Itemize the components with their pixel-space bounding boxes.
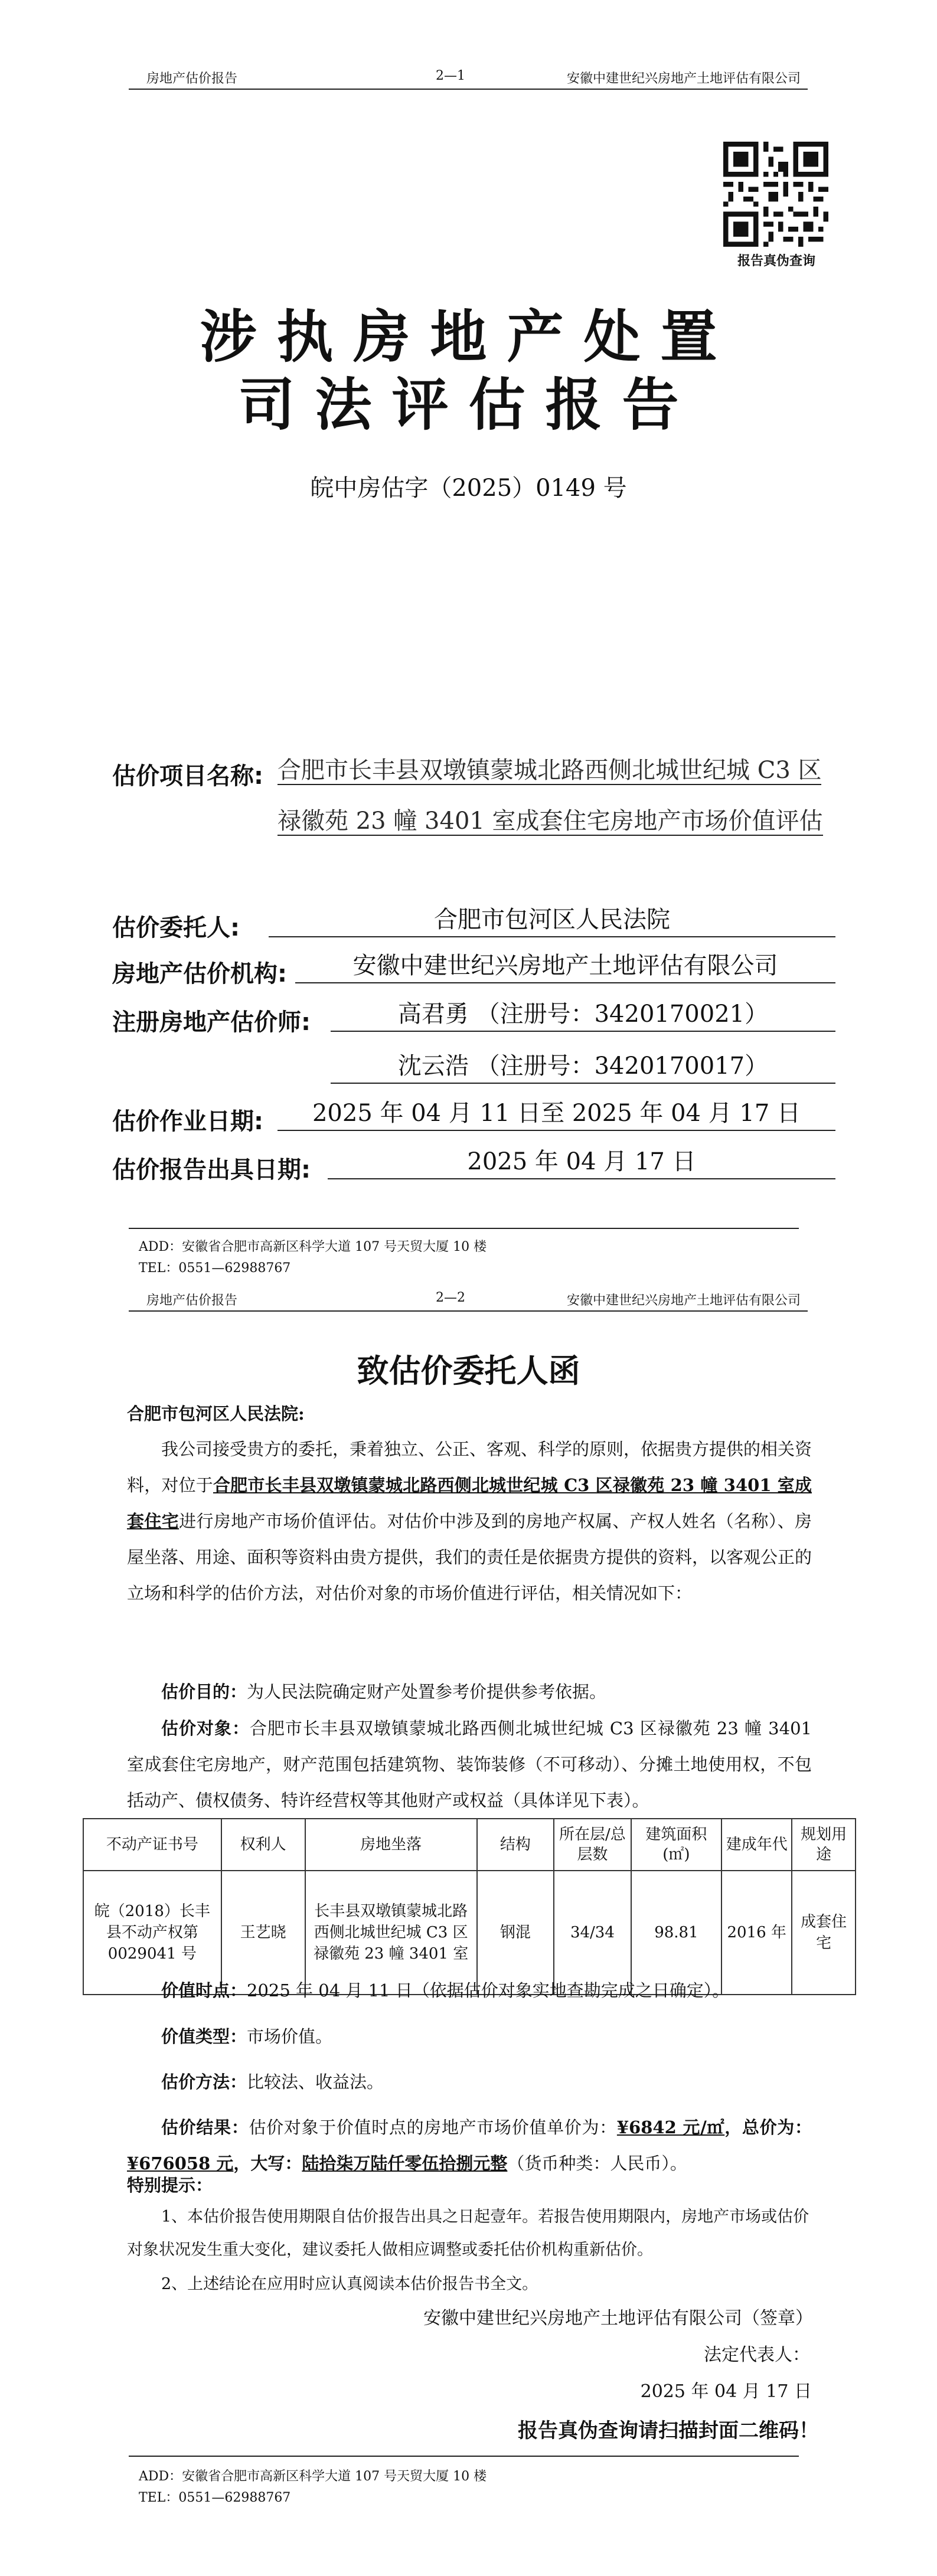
total-price: ¥676058 元 (127, 2153, 234, 2173)
table-cell: 成套住宅 (792, 1871, 856, 1995)
appraiser-label: 注册房地产估价师: (112, 1009, 311, 1036)
document-number: 皖中房估字（2025）0149 号 (310, 475, 627, 502)
qr-code-icon[interactable] (723, 142, 828, 247)
client-label: 估价委托人: (112, 914, 240, 942)
table-cell: 34/34 (554, 1871, 631, 1995)
footer-tel: TEL：0551—62988767 (139, 1261, 291, 1276)
table-cell: 皖（2018）长丰县不动产权第 0029041 号 (83, 1871, 221, 1995)
project-label: 估价项目名称: (112, 763, 263, 790)
addressee: 合肥市包河区人民法院: (127, 1404, 305, 1424)
appraiser-2: 沈云浩 （注册号：3420170017） (331, 1050, 835, 1084)
report-date-value: 2025 年 04 月 17 日 (328, 1145, 835, 1179)
page1-header (129, 65, 808, 90)
qr-caption: 报告真伪查询 (737, 253, 815, 269)
report-title-line1: 涉执房地产处置 (200, 303, 737, 370)
work-date-label: 估价作业日期: (112, 1108, 263, 1135)
header-company: 安徽中建世纪兴房地产土地评估有限公司 (566, 1293, 801, 1308)
report-date-label: 估价报告出具日期: (112, 1156, 311, 1184)
value-time-line: 价值时点：2025 年 04 月 11 日（依据估价对象实地查勘完成之日确定）。 (161, 1980, 730, 2000)
appraiser-1: 高君勇 （注册号：3420170021） (331, 998, 835, 1032)
header-page-number: 2—2 (436, 1290, 465, 1305)
header-company: 安徽中建世纪兴房地产土地评估有限公司 (566, 71, 801, 86)
footer-address: ADD：安徽省合肥市高新区科学大道 107 号天贸大厦 10 楼 (139, 2469, 487, 2484)
legal-representative: 法定代表人： (704, 2345, 810, 2365)
client-value: 合肥市包河区人民法院 (269, 903, 835, 937)
header-page-number: 2—1 (436, 68, 465, 83)
table-header: 权利人 (221, 1819, 305, 1871)
letter-title: 致估价委托人函 (357, 1352, 580, 1390)
table-header-row (83, 1819, 856, 1871)
table-header: 房地坐落 (305, 1819, 477, 1871)
footer-address: ADD：安徽省合肥市高新区科学大道 107 号天贸大厦 10 楼 (139, 1240, 487, 1254)
page2-header (129, 1287, 808, 1312)
project-value: 合肥市长丰县双墩镇蒙城北路西侧北城世纪城 C3 区禄徽苑 23 幢 3401 室成套住宅房地产市场价值评估 (277, 757, 823, 835)
note-2: 2、上述结论在应用时应认真阅读本估价报告书全文。 (161, 2275, 538, 2293)
agency-value: 安徽中建世纪兴房地产土地评估有限公司 (295, 949, 835, 983)
agency-label: 房地产估价机构: (112, 960, 287, 988)
method-line: 估价方法：比较法、收益法。 (161, 2072, 384, 2092)
table-header: 不动产证书号 (83, 1819, 221, 1871)
table-header: 建成年代 (721, 1819, 792, 1871)
table-header: 所在层/总层数 (554, 1819, 631, 1871)
table-cell: 长丰县双墩镇蒙城北路西侧北城世纪城 C3 区禄徽苑 23 幢 3401 室 (305, 1871, 477, 1995)
footer-rule (129, 2456, 799, 2457)
header-left: 房地产估价报告 (146, 71, 238, 86)
verify-notice: 报告真伪查询请扫描封面二维码！ (518, 2419, 819, 2443)
table-cell: 王艺晓 (221, 1871, 305, 1995)
work-date-value: 2025 年 04 月 11 日至 2025 年 04 月 17 日 (277, 1097, 835, 1131)
unit-price: ¥6842 元/㎡ (616, 2117, 725, 2137)
note-1: 1、本估价报告使用期限自估价报告出具之日起壹年。若报告使用期限内，房地产市场或估价对象状况发生重大变化，建议委托人做相应调整或委托估价机构重新估价。 (127, 2208, 809, 2259)
purpose-line: 估价目的：为人民法院确定财产处置参考价提供参考依据。 (161, 1682, 607, 1702)
property-table (83, 1818, 856, 1995)
sign-date: 2025 年 04 月 17 日 (640, 2381, 812, 2402)
page2-footer (139, 2466, 487, 2509)
table-header: 建筑面积(㎡) (631, 1819, 721, 1871)
header-left: 房地产估价报告 (146, 1293, 238, 1308)
table-cell: 钢混 (477, 1871, 554, 1995)
table-cell: 98.81 (631, 1871, 721, 1995)
footer-tel: TEL：0551—62988767 (139, 2490, 291, 2505)
table-header: 结构 (477, 1819, 554, 1871)
object-paragraph: 估价对象：合肥市长丰县双墩镇蒙城北路西侧北城世纪城 C3 区禄徽苑 23 幢 3401 室成套住宅房地产，财产范围包括建筑物、装饰装修（不可移动）、分摊土地使用权，不包括动产、债权债务、特许经营权等其他财产或权益（具体详见下表）。 (127, 1718, 812, 1810)
result-paragraph: 估价结果：估价对象于价值时点的房地产市场价值单价为：¥6842 元/㎡，总价为：¥676058 元，大写：陆拾柒万陆仟零伍拾捌元整（货币种类：人民币）。 (127, 2117, 812, 2173)
property-address: 合肥市长丰县双墩镇蒙城北路西侧北城世纪城 C3 区禄徽苑 23 幢 3401 室成套住宅 (127, 1475, 812, 1531)
value-type-line: 价值类型：市场价值。 (161, 2026, 333, 2047)
intro-paragraph: 我公司接受贵方的委托，秉着独立、公正、客观、科学的原则，依据贵方提供的相关资料，对位于合肥市长丰县双墩镇蒙城北路西侧北城世纪城 C3 区禄徽苑 23 幢 3401 室成套住宅进行房地产市场价值评估。对估价中涉及到的房地产权属、产权人姓名（名称）、房屋坐落、用途、面积等资料由贵方提供，我们的责任是依据贵方提供的资料，以客观公正的立场和科学的估价方法，对估价对象的市场价值进行评估，相关情况如下： (127, 1439, 812, 1603)
signer-company: 安徽中建世纪兴房地产土地评估有限公司（签章） (423, 2308, 813, 2329)
table-cell: 2016 年 (721, 1871, 792, 1995)
total-price-upper: 陆拾柒万陆仟零伍拾捌元整 (302, 2153, 508, 2173)
table-header: 规划用途 (792, 1819, 856, 1871)
page1-footer (139, 1237, 487, 1279)
footer-rule (129, 1228, 799, 1229)
notes-title: 特别提示： (127, 2175, 213, 2195)
report-title-line2: 司法评估报告 (238, 371, 699, 438)
